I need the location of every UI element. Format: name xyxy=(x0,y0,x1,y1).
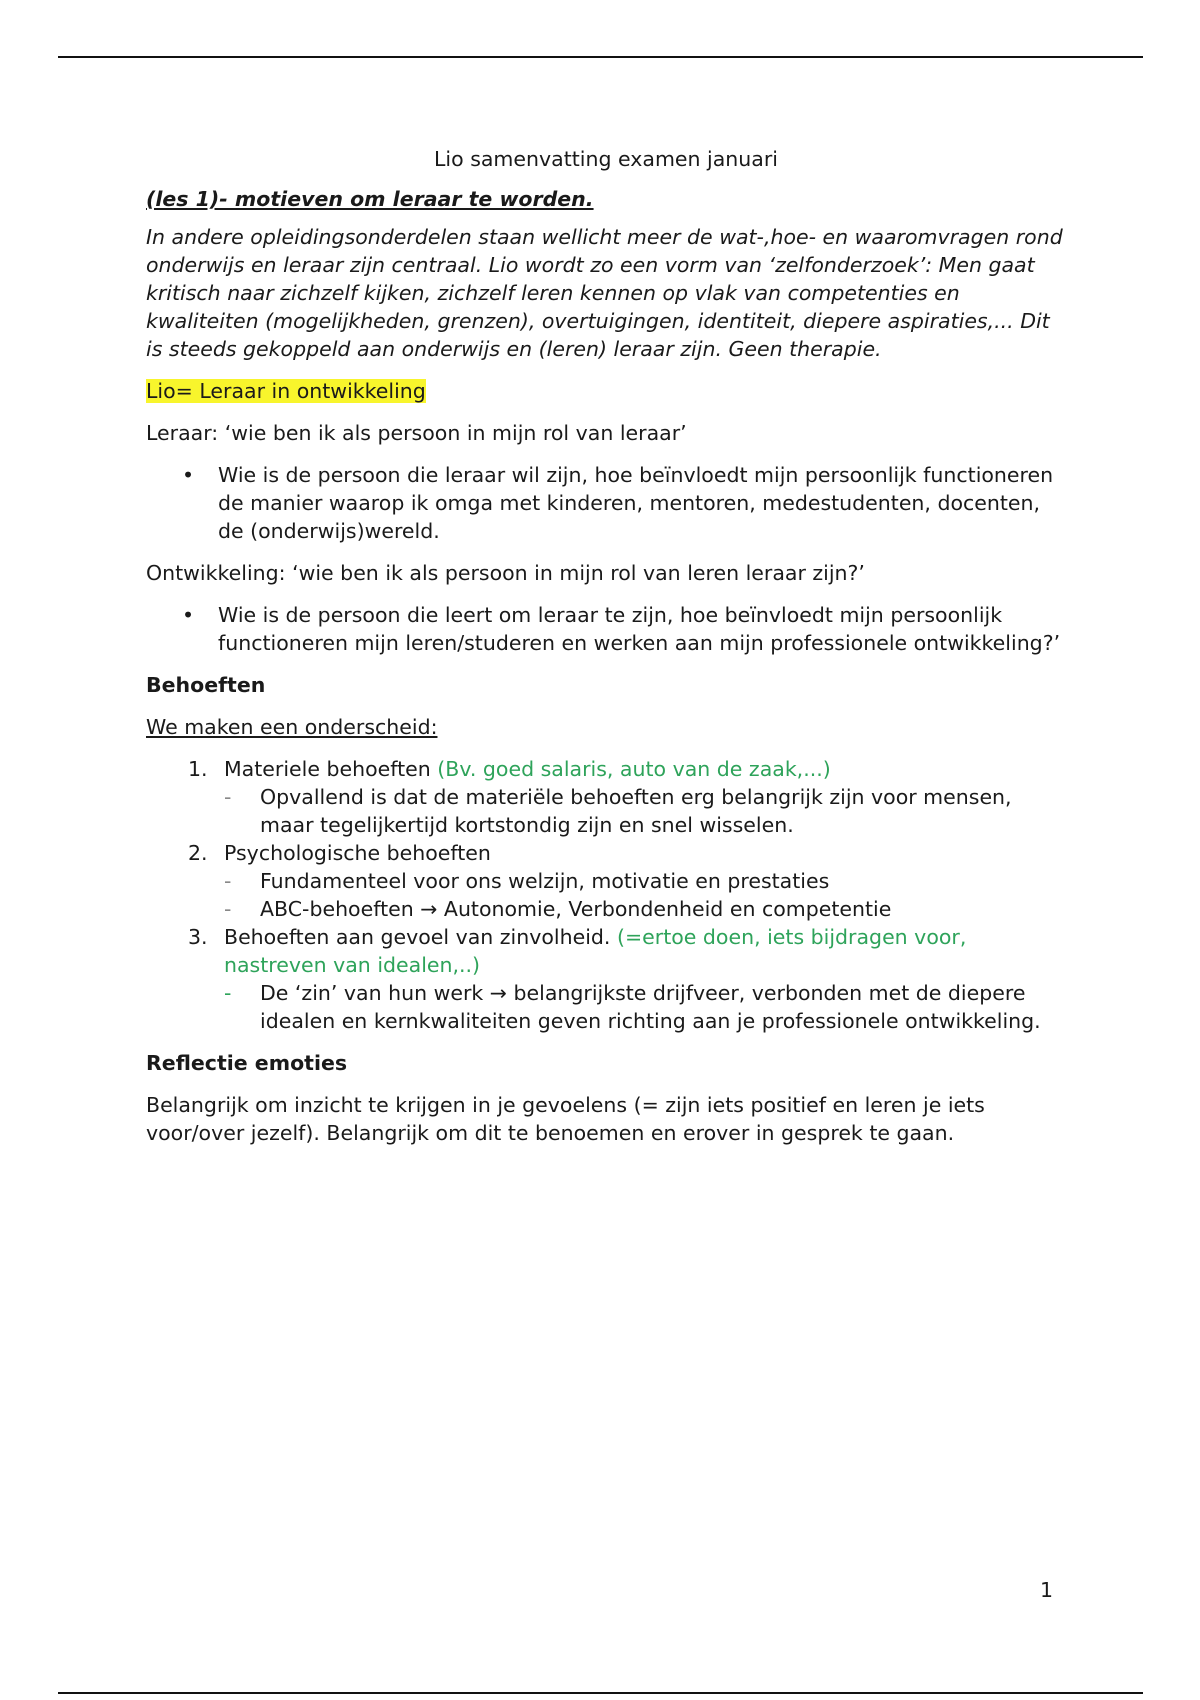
bullet-icon: • xyxy=(182,603,195,627)
needs-item-number: 3. xyxy=(188,925,208,949)
document-title: Lio samenvatting examen januari xyxy=(434,147,778,171)
reflectie-paragraph: Belangrijk om inzicht te krijgen in je gevoelens (= zijn iets positief en leren je iets voor/over jezelf). Belangrijk om dit te benoemen en erover in gesprek te gaan. xyxy=(146,1093,985,1145)
needs-item-label: Behoeften aan gevoel van zinvolheid. xyxy=(224,925,611,949)
dash-icon: - xyxy=(224,897,232,921)
needs-item-note: (=ertoe doen, iets bijdragen voor, nastreven van idealen,..) xyxy=(224,925,967,977)
needs-sublist xyxy=(224,783,1066,839)
reflectie-heading: Reflectie emoties xyxy=(146,1051,348,1075)
list-item xyxy=(146,461,1066,545)
dash-icon: - xyxy=(224,785,232,809)
lio-definition: Lio= Leraar in ontwikkeling xyxy=(146,379,426,403)
needs-item xyxy=(146,755,1066,839)
onderscheid-paragraph xyxy=(146,713,1066,741)
needs-sublist xyxy=(224,867,1066,923)
bottom-rule xyxy=(58,1692,1143,1694)
sub-item-text: ABC-behoeften → Autonomie, Verbondenheid en competentie xyxy=(260,897,892,921)
ontwikkeling-line: Ontwikkeling: ‘wie ben ik als persoon in mijn rol van leren leraar zijn?’ xyxy=(146,561,865,585)
sub-item xyxy=(224,895,1066,923)
sub-item-text: Opvallend is dat de materiële behoeften erg belangrijk zijn voor mensen, maar tegelijkertijd kortstondig zijn en snel wisselen. xyxy=(260,785,1012,837)
needs-item xyxy=(146,923,1066,1035)
intro-paragraph: In andere opleidingsonderdelen staan wellicht meer de wat-,hoe- en waaromvragen rond onderwijs en leraar zijn centraal. Lio wordt zo een vorm van ‘zelfonderzoek’: Men gaat kritisch naar zichzelf kijken, zichzelf leren kennen op vlak van competenties en kwaliteiten (mogelijkheden, grenzen), overtuigingen, identiteit, diepere aspiraties,... Dit is steeds gekoppeld aan onderwijs en (leren) leraar zijn. Geen therapie. xyxy=(146,225,1063,361)
ontwikkeling-bullets xyxy=(146,601,1066,657)
lesson-heading: (les 1)- motieven om leraar te worden. xyxy=(146,187,594,211)
list-item xyxy=(146,601,1066,657)
bullet-icon: • xyxy=(182,463,195,487)
sub-item xyxy=(224,979,1066,1035)
sub-item xyxy=(224,783,1066,839)
needs-sublist xyxy=(224,979,1066,1035)
sub-item xyxy=(224,867,1066,895)
sub-item-text: Fundamenteel voor ons welzijn, motivatie en prestaties xyxy=(260,869,830,893)
needs-item-number: 2. xyxy=(188,841,208,865)
leraar-bullets xyxy=(146,461,1066,545)
needs-item-label: Materiele behoeften xyxy=(224,757,431,781)
leraar-line: Leraar: ‘wie ben ik als persoon in mijn rol van leraar’ xyxy=(146,421,687,445)
needs-list xyxy=(146,755,1066,1035)
needs-item-label: Psychologische behoeften xyxy=(224,841,491,865)
top-rule xyxy=(58,56,1143,58)
lio-definition-paragraph xyxy=(146,377,1066,405)
behoeften-heading: Behoeften xyxy=(146,673,266,697)
needs-item xyxy=(146,839,1066,923)
page-number: 1 xyxy=(1040,1578,1054,1602)
needs-item-note: (Bv. goed salaris, auto van de zaak,...) xyxy=(437,757,831,781)
dash-icon: - xyxy=(224,869,232,893)
list-item-text: Wie is de persoon die leert om leraar te zijn, hoe beïnvloedt mijn persoonlijk functioneren mijn leren/studeren en werken aan mijn professionele ontwikkeling?’ xyxy=(218,603,1061,655)
sub-item-text: De ‘zin’ van hun werk → belangrijkste drijfveer, verbonden met de diepere idealen en kernkwaliteiten geven richting aan je professionele ontwikkeling. xyxy=(260,981,1041,1033)
dash-icon: - xyxy=(224,981,232,1005)
list-item-text: Wie is de persoon die leraar wil zijn, hoe beïnvloedt mijn persoonlijk functioneren de manier waarop ik omga met kinderen, mentoren, medestudenten, docenten, de (onderwijs)wereld. xyxy=(218,463,1054,543)
document-body xyxy=(146,145,1066,1161)
onderscheid-line: We maken een onderscheid: xyxy=(146,715,438,739)
needs-item-number: 1. xyxy=(188,757,208,781)
